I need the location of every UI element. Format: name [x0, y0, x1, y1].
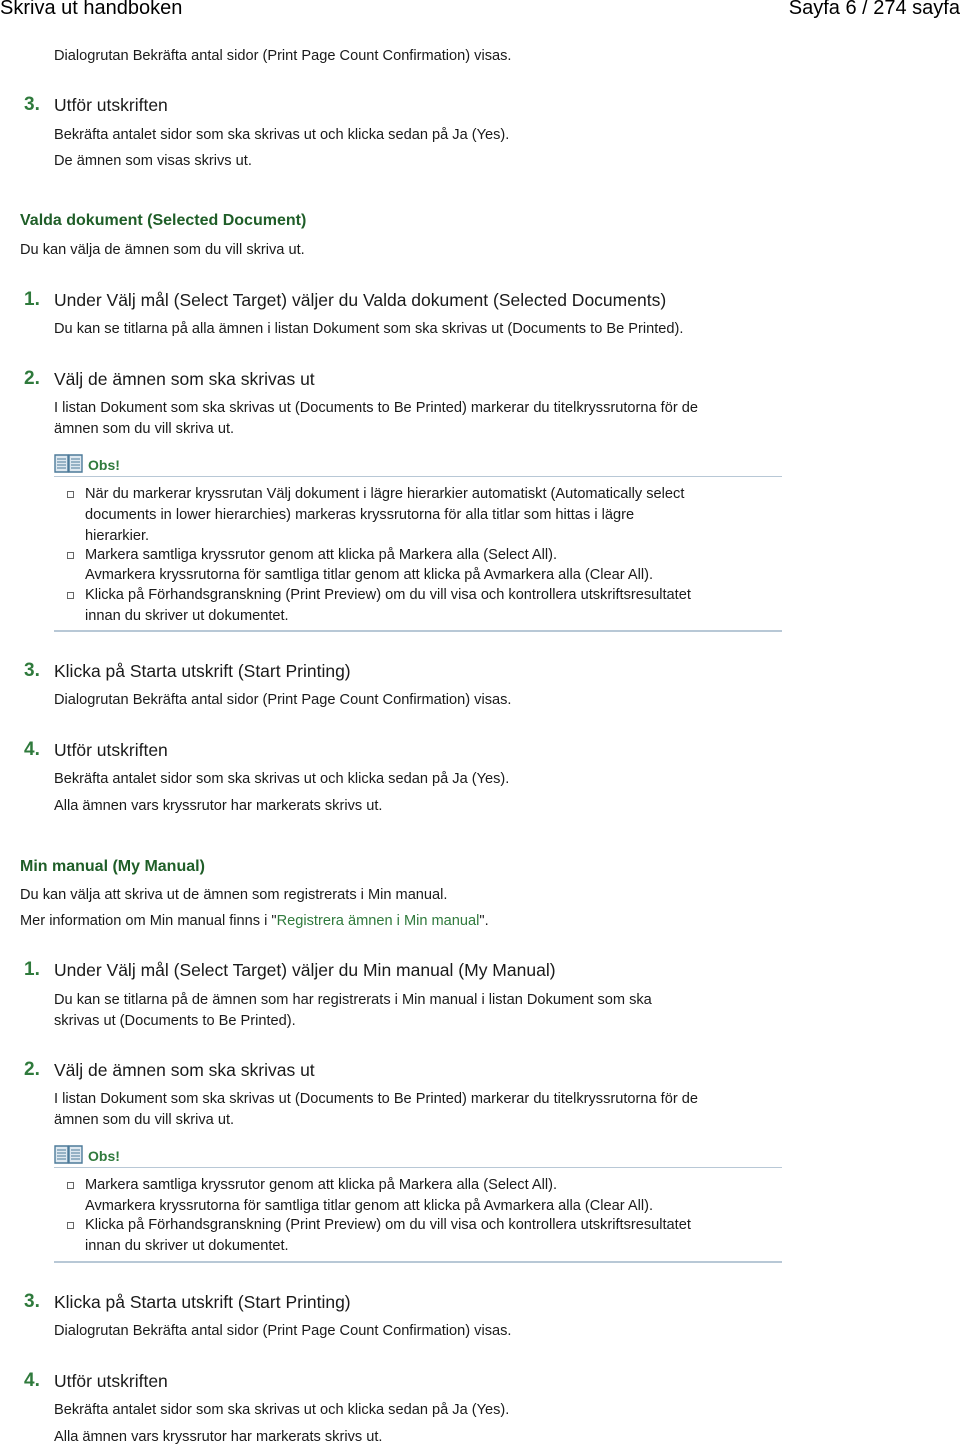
- page-indicator: Sayfa 6 / 274 sayfa: [788, 0, 960, 19]
- step-title: Välj de ämnen som ska skrivas ut: [54, 1060, 315, 1080]
- step-title: Under Välj mål (Select Target) väljer du Min manual (My Manual): [54, 960, 556, 980]
- step-text: skrivas ut (Documents to Be Printed).: [54, 1013, 296, 1029]
- step-title: Klicka på Starta utskrift (Start Printing): [54, 661, 351, 681]
- note-text: innan du skriver ut dokumentet.: [85, 1238, 289, 1254]
- step-number: 4.: [24, 1370, 40, 1391]
- step-text: Alla ämnen vars kryssrutor har markerats skrivs ut.: [54, 1429, 383, 1445]
- section-description: Du kan välja att skriva ut de ämnen som registrerats i Min manual.: [20, 887, 448, 903]
- step-text: I listan Dokument som ska skrivas ut (Documents to Be Printed) markerar du titelkryssrutorna för de: [54, 400, 698, 416]
- step-title: Utför utskriften: [54, 95, 168, 115]
- step-text: I listan Dokument som ska skrivas ut (Documents to Be Printed) markerar du titelkryssrutorna för de: [54, 1091, 698, 1107]
- step-text: ämnen som du vill skriva ut.: [54, 1112, 235, 1128]
- square-bullet-icon: [67, 1182, 74, 1189]
- step-number: 1.: [24, 289, 40, 310]
- note-text: Klicka på Förhandsgranskning (Print Preview) om du vill visa och kontrollera utskriftsresultatet: [85, 587, 691, 603]
- note-text: Avmarkera kryssrutorna för samtliga titlar genom att klicka på Avmarkera alla (Clear All).: [85, 1198, 654, 1214]
- section-heading-selected-document: Valda dokument (Selected Document): [20, 212, 307, 229]
- note-divider: [54, 1261, 782, 1263]
- step-number: 3.: [24, 660, 40, 681]
- more-info-line: [20, 911, 489, 932]
- step-number: 4.: [24, 739, 40, 760]
- step-text: ämnen som du vill skriva ut.: [54, 421, 235, 437]
- book-note-icon: [54, 452, 84, 474]
- step-text: De ämnen som visas skrivs ut.: [54, 153, 252, 169]
- step-text: Bekräfta antalet sidor som ska skrivas ut och klicka sedan på Ja (Yes).: [54, 127, 510, 143]
- step-title: Klicka på Starta utskrift (Start Printing): [54, 1292, 351, 1312]
- step-number: 2.: [24, 368, 40, 389]
- register-topics-link[interactable]: Registrera ämnen i Min manual: [276, 913, 480, 929]
- step-text: Dialogrutan Bekräfta antal sidor (Print Page Count Confirmation) visas.: [54, 692, 512, 708]
- intro-text: Dialogrutan Bekräfta antal sidor (Print Page Count Confirmation) visas.: [54, 48, 512, 64]
- step-title: Under Välj mål (Select Target) väljer du Valda dokument (Selected Documents): [54, 290, 667, 310]
- note-header: [54, 1143, 782, 1168]
- step-text: Alla ämnen vars kryssrutor har markerats skrivs ut.: [54, 798, 383, 814]
- step-number: 1.: [24, 959, 40, 980]
- step-title: Utför utskriften: [54, 740, 168, 760]
- note-text: När du markerar kryssrutan Välj dokument i lägre hierarkier automatiskt (Automatically select: [85, 486, 685, 502]
- note-header: [54, 452, 782, 477]
- step-title: Välj de ämnen som ska skrivas ut: [54, 369, 315, 389]
- step-text: Bekräfta antalet sidor som ska skrivas ut och klicka sedan på Ja (Yes).: [54, 771, 510, 787]
- square-bullet-icon: [67, 1222, 74, 1229]
- note-text: hierarkier.: [85, 528, 150, 544]
- note-text: documents in lower hierarchies) markeras kryssrutorna för alla titlar som hittas i lägre: [85, 507, 635, 523]
- note-label: Obs!: [88, 1148, 120, 1164]
- step-title: Utför utskriften: [54, 1371, 168, 1391]
- step-text: Du kan se titlarna på alla ämnen i listan Dokument som ska skrivas ut (Documents to Be Printed).: [54, 321, 684, 337]
- square-bullet-icon: [67, 491, 74, 498]
- step-number: 3.: [24, 94, 40, 115]
- more-info-prefix: Mer information om Min manual finns i ": [20, 913, 277, 929]
- note-text: innan du skriver ut dokumentet.: [85, 608, 289, 624]
- step-number: 2.: [24, 1059, 40, 1080]
- square-bullet-icon: [67, 592, 74, 599]
- section-heading-my-manual: Min manual (My Manual): [20, 858, 205, 875]
- book-note-icon: [54, 1143, 84, 1165]
- section-description: Du kan välja de ämnen som du vill skriva ut.: [20, 242, 305, 258]
- note-label: Obs!: [88, 457, 120, 473]
- step-text: Bekräfta antalet sidor som ska skrivas ut och klicka sedan på Ja (Yes).: [54, 1402, 510, 1418]
- step-text: Dialogrutan Bekräfta antal sidor (Print Page Count Confirmation) visas.: [54, 1323, 512, 1339]
- step-number: 3.: [24, 1291, 40, 1312]
- square-bullet-icon: [67, 552, 74, 559]
- note-text: Markera samtliga kryssrutor genom att klicka på Markera alla (Select All).: [85, 1177, 558, 1193]
- more-info-suffix: ".: [479, 913, 489, 929]
- step-text: Du kan se titlarna på de ämnen som har registrerats i Min manual i listan Dokument som ska: [54, 992, 652, 1008]
- note-text: Markera samtliga kryssrutor genom att klicka på Markera alla (Select All).: [85, 547, 558, 563]
- note-divider: [54, 630, 782, 632]
- note-text: Klicka på Förhandsgranskning (Print Preview) om du vill visa och kontrollera utskriftsresultatet: [85, 1217, 691, 1233]
- note-text: Avmarkera kryssrutorna för samtliga titlar genom att klicka på Avmarkera alla (Clear All).: [85, 567, 654, 583]
- document-title: Skriva ut handboken: [0, 0, 183, 19]
